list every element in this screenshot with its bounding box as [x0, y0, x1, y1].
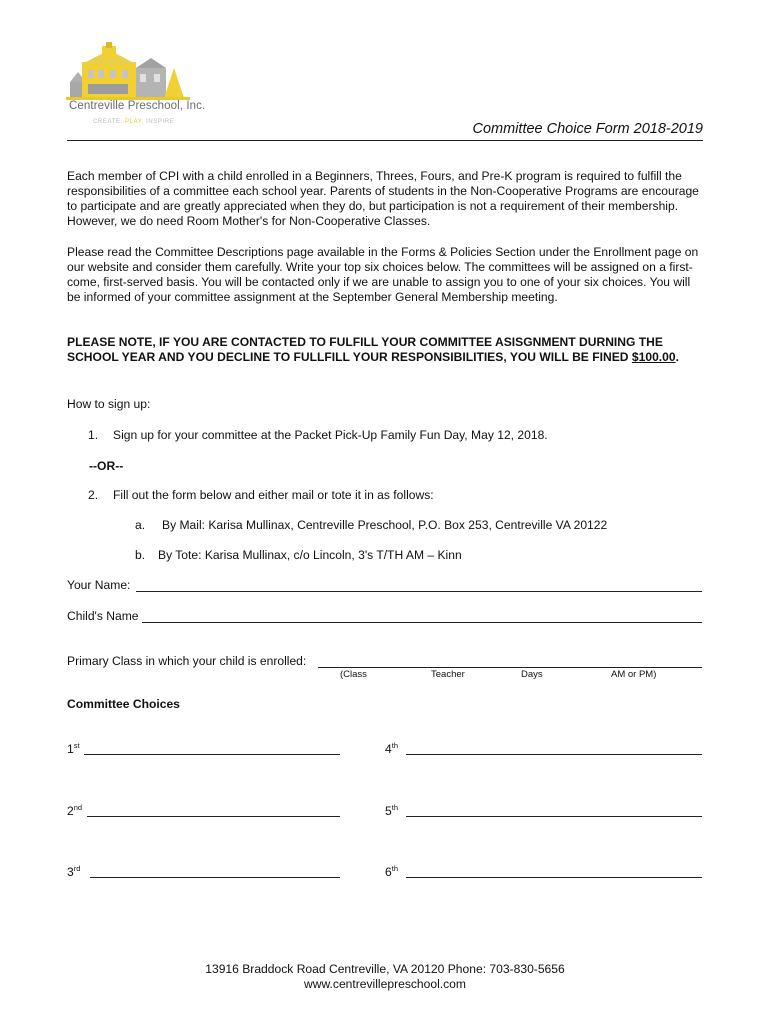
choice-1-field[interactable]: [84, 754, 340, 755]
step-1-text: Sign up for your committee at the Packet Pick-Up Family Fun Day, May 12, 2018.: [113, 428, 548, 442]
choice-3-label: 3rd: [67, 863, 81, 879]
intro-paragraph: Each member of CPI with a child enrolled in a Beginners, Threes, Fours, and Pre-K program is required to fulfill the responsibilities of a committee each school year. Parents of students in the Non-Cooperative Programs are encourage to participate and are greatly appreciated when they do, but participation is not a requirement of their membership. However, we do need Room Mother's for Non-Cooperative Classes.: [67, 169, 699, 228]
step-2-text: Fill out the form below and either mail or tote it in as follows:: [113, 488, 434, 502]
mail-instructions: By Mail: Karisa Mullinax, Centreville Preschool, P.O. Box 253, Centreville VA 20122: [162, 518, 608, 532]
primary-class-label: Primary Class in which your child is enrolled:: [67, 654, 307, 668]
choice-2-label: 2nd: [67, 802, 83, 818]
logo-name: Centreville Preschool, Inc.: [69, 100, 206, 112]
child-name-field[interactable]: [142, 622, 702, 623]
choice-6-field[interactable]: [406, 877, 702, 878]
footer-website[interactable]: www.centrevillepreschool.com: [304, 977, 466, 991]
step-2: 2.: [88, 488, 99, 502]
choice-4-field[interactable]: [406, 754, 702, 755]
child-name-label: Child's Name: [67, 609, 139, 623]
footer-address: 13916 Braddock Road Centreville, VA 20120 Phone: 703-830-5656: [205, 962, 565, 976]
schoolhouse-logo-icon: [64, 42, 199, 104]
step-1: 1.: [88, 428, 99, 442]
choice-5-label: 5th: [385, 802, 398, 818]
fine-notice: PLEASE NOTE, IF YOU ARE CONTACTED TO FULFILL YOUR COMMITTEE ASISGNMENT DURNING THE SCHOOL YEAR AND YOU DECLINE TO FULLFILL YOUR RESPONSIBILITIES, YOU WILL BE FINED $100.00.: [67, 335, 679, 364]
choice-1-label: 1st: [67, 740, 80, 756]
primary-class-field[interactable]: [318, 667, 702, 668]
class-sublabel: (Class: [340, 669, 367, 680]
your-name-field[interactable]: [136, 591, 702, 592]
choice-4-label: 4th: [385, 740, 398, 756]
committee-choices-heading: Committee Choices: [67, 697, 180, 711]
choice-5-field[interactable]: [406, 816, 702, 817]
days-sublabel: Days: [521, 669, 543, 680]
teacher-sublabel: Teacher: [431, 669, 465, 680]
choice-2-field[interactable]: [87, 816, 340, 817]
instructions-paragraph: Please read the Committee Descriptions page available in the Forms & Policies Section under the Enrollment page on our website and consider them carefully. Write your top six choices below. The committees will be assigned on a first-come, first-served basis. You will be contacted only if we are unable to assign you to one of your six choices. You will be informed of your committee assignment at the September General Membership meeting.: [67, 245, 699, 304]
logo-tagline: CREATE. PLAY. INSPIRE: [93, 119, 175, 125]
or-divider: --OR--: [89, 459, 124, 473]
choice-3-field[interactable]: [90, 877, 340, 878]
choice-6-label: 6th: [385, 863, 398, 879]
title-rule: [67, 140, 703, 141]
your-name-label: Your Name:: [67, 578, 131, 592]
tote-instructions: By Tote: Karisa Mullinax, c/o Lincoln, 3's T/TH AM – Kinn: [158, 548, 462, 562]
tote-label: b.: [135, 548, 146, 562]
how-to-heading: How to sign up:: [67, 397, 151, 411]
mail-label: a.: [135, 518, 146, 532]
form-title: Committee Choice Form 2018-2019: [472, 121, 703, 137]
ampm-sublabel: AM or PM): [611, 669, 657, 680]
